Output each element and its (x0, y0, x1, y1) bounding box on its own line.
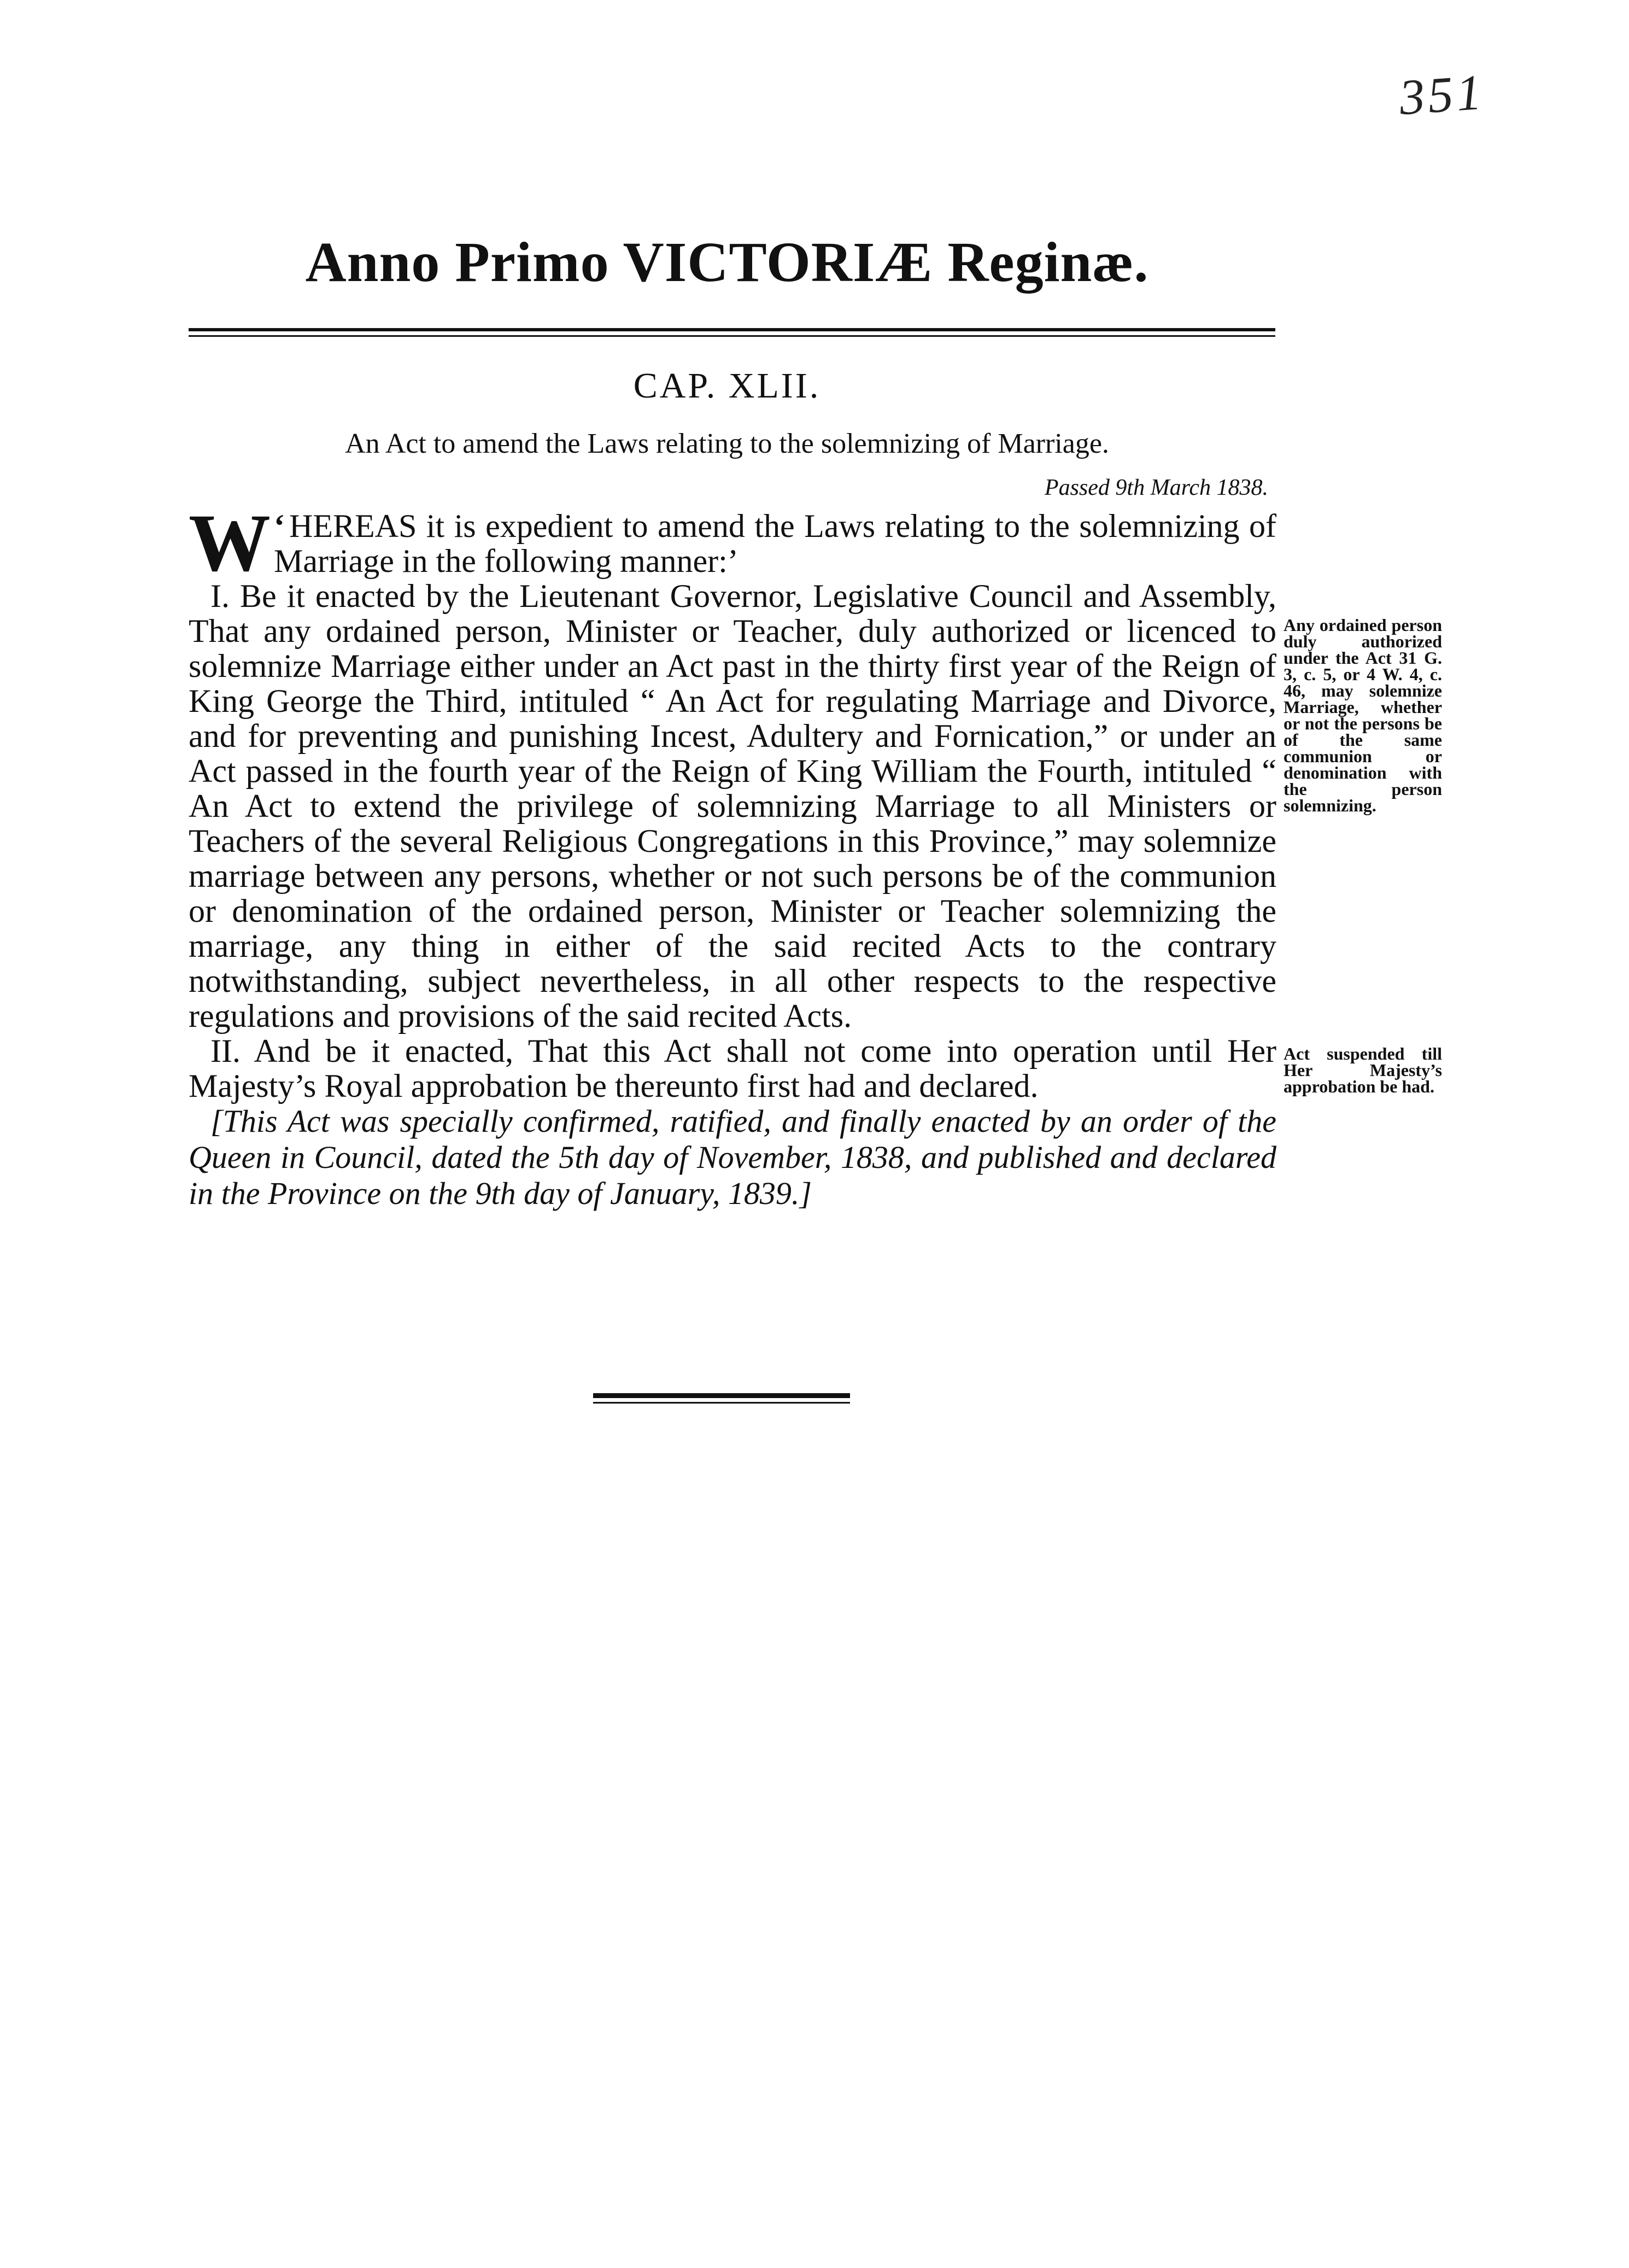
preamble-text: HEREAS it is expedient to amend the Laws relating to the solemnizing of Marriage in the following manner:’ (274, 508, 1276, 579)
end-rule-thin (593, 1402, 850, 1404)
end-rule (593, 1393, 850, 1405)
title-rule-thin (189, 335, 1275, 337)
marginal-note-section-1: Any ordained person duly authorized under the Act 31 G. 3, c. 5, or 4 W. 4, c. 46, may solemnize Marriage, whether or not the persons be of the same communion or denomination with the person solemnizing. (1284, 615, 1442, 815)
act-long-title: An Act to amend the Laws relating to the solemnizing of Marriage. (345, 428, 1109, 459)
section-2: II. And be it enacted, That this Act shall not come into operation until Her Majesty’s Royal approbation be thereunto first had and declared. (189, 1033, 1276, 1104)
preamble-open-quote: ‘ (274, 508, 285, 544)
preamble (189, 498, 1276, 588)
closing-note: [This Act was specially confirmed, ratified, and finally enacted by an order of the Queen in Council, dated the 5th day of November, 1838, and published and declared in the Province on the 9th day of January, 1839.] (189, 1103, 1276, 1211)
title-rule (189, 328, 1275, 338)
act-body (189, 498, 1276, 1212)
page-number: 351 (1397, 63, 1487, 126)
running-title: Anno Primo VICTORIÆ Reginæ. (305, 231, 1149, 294)
dropcap-letter: W (189, 498, 271, 588)
passed-date: Passed 9th March 1838. (1044, 475, 1268, 500)
end-rule-thick (593, 1393, 850, 1398)
section-1: I. Be it enacted by the Lieutenant Governor, Legislative Council and Assembly, That any ordained person, Minister or Teacher, duly authorized or licenced to solemnize Marriage either under an Act past in the thirty first year of the Reign of King George the Third, intituled “ An Act for regulating Marriage and Divorce, and for preventing and punishing Incest, Adultery and Fornication,” or under an Act passed in the fourth year of the Reign of King William the Fourth, intituled “ An Act to extend the privilege of solemnizing Marriage to all Ministers or Teachers of the several Religious Congregations in this Province,” may solemnize marriage between any persons, whether or not such persons be of the communion or denomination of the ordained person, Minister or Teacher solemnizing the marriage, any thing in either of the said recited Acts to the contrary notwithstanding, subject nevertheless, in all other respects to the respective regulations and provisions of the said recited Acts. (189, 578, 1276, 1034)
title-rule-thick (189, 328, 1275, 331)
chapter-heading: CAP. XLII. (633, 366, 821, 406)
marginal-note-section-2: Act suspended till Her Majesty’s approbation be had. (1284, 1044, 1442, 1096)
